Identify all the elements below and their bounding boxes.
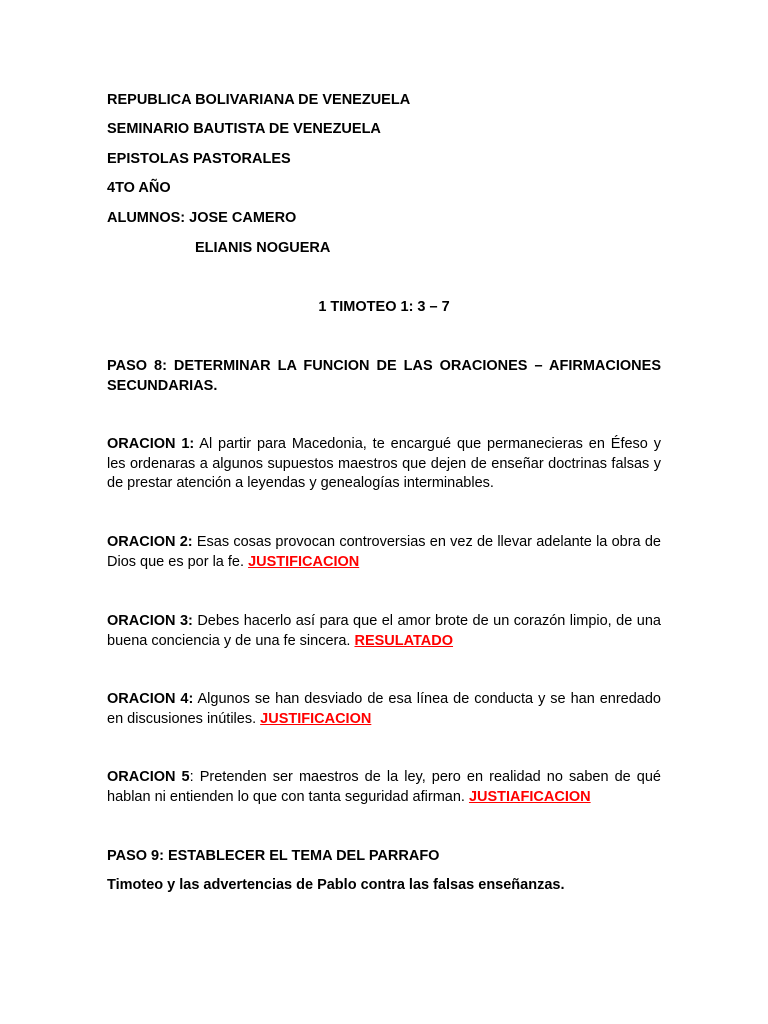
oracion-5 [107, 768, 661, 807]
oracion-3-text: Debes hacerlo así para que el amor brote de un corazón limpio, de una buena conciencia y de una fe sincera. [107, 613, 661, 649]
oracion-2-label: ORACION 2: [107, 534, 193, 550]
header-republic: REPUBLICA BOLIVARIANA DE VENEZUELA [107, 92, 411, 108]
oracion-2-tag: JUSTIFICACION [248, 553, 360, 570]
oracion-2 [107, 533, 661, 572]
header-students: ALUMNOS: JOSE CAMERO [107, 210, 297, 226]
oracion-4-tag: JUSTIFICACION [260, 710, 372, 727]
oracion-1 [107, 435, 661, 494]
paso9-theme: Timoteo y las advertencias de Pablo contra las falsas enseñanzas. [107, 877, 565, 893]
oracion-4-label: ORACION 4: [107, 691, 194, 707]
header-seminary: SEMINARIO BAUTISTA DE VENEZUELA [107, 121, 381, 137]
oracion-2-text: Esas cosas provocan controversias en vez de llevar adelante la obra de Dios que es por la fe. [107, 534, 661, 570]
oracion-5-label: ORACION 5 [107, 769, 190, 785]
oracion-1-text: Al partir para Macedonia, te encargué que permanecieras en Éfeso y les ordenaras a algunos supuestos maestros que dejen de enseñar doctrinas falsas y de prestar atención a leyendas y genealogías interminables. [107, 436, 661, 491]
oracion-3-tag: RESULATADO [354, 632, 454, 649]
oracion-5-tag: JUSTIAFICACION [468, 788, 591, 805]
paso9-heading: PASO 9: ESTABLECER EL TEMA DEL PARRAFO [107, 848, 440, 864]
header-course: EPISTOLAS PASTORALES [107, 151, 291, 167]
header-year: 4TO AÑO [107, 180, 171, 196]
passage-reference: 1 TIMOTEO 1: 3 – 7 [318, 299, 450, 315]
oracion-1-label: ORACION 1: [107, 436, 195, 452]
oracion-5-text: : Pretenden ser maestros de la ley, pero en realidad no saben de qué hablan ni entienden lo que con tanta seguridad afirman. [107, 769, 661, 805]
paso8-heading: PASO 8: DETERMINAR LA FUNCION DE LAS ORACIONES – AFIRMACIONES SECUNDARIAS. [107, 358, 661, 394]
oracion-4 [107, 690, 661, 729]
oracion-3-label: ORACION 3: [107, 613, 193, 629]
header-student-2: ELIANIS NOGUERA [195, 240, 331, 256]
oracion-4-text: Algunos se han desviado de esa línea de conducta y se han enredado en discusiones inútiles. [107, 691, 661, 727]
oracion-3 [107, 612, 661, 651]
